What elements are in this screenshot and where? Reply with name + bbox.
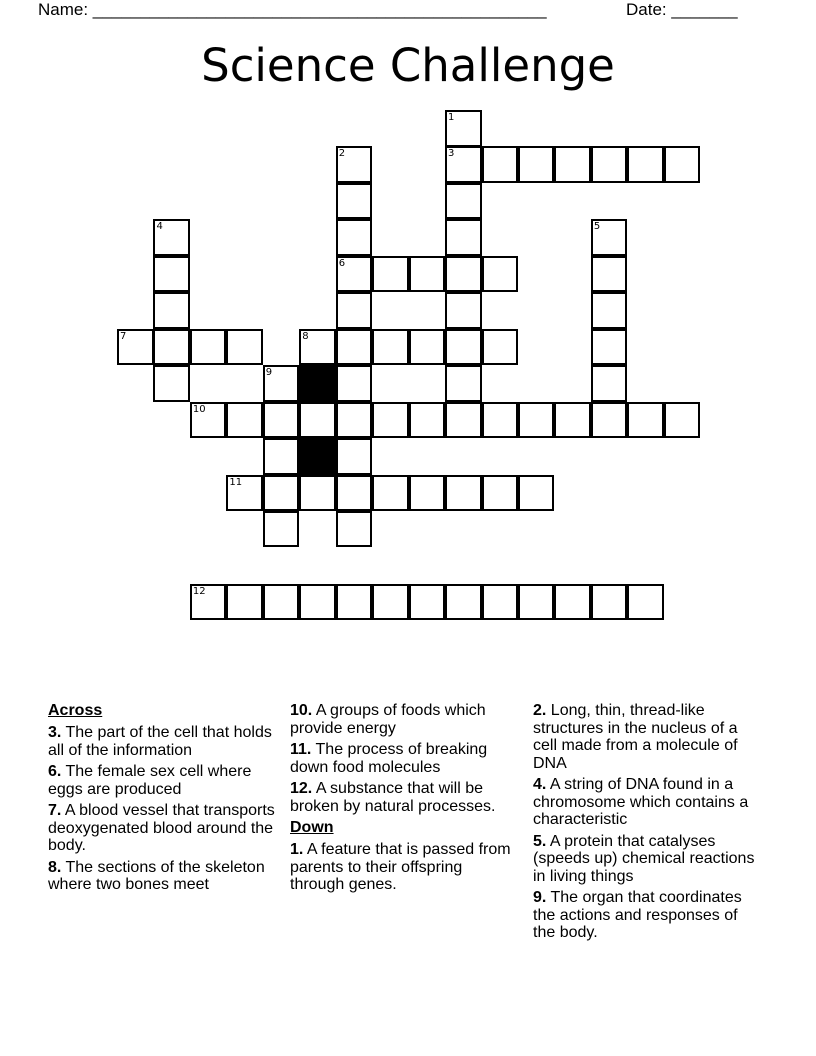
page-title: Science Challenge xyxy=(201,39,615,92)
grid-cell[interactable] xyxy=(117,329,154,366)
clue-number: 1. xyxy=(290,841,304,858)
grid-cell[interactable] xyxy=(372,329,409,366)
clue-text: The process of breaking down food molecules xyxy=(290,741,488,776)
grid-cell[interactable] xyxy=(336,511,373,548)
grid-cell[interactable] xyxy=(263,438,300,475)
grid-cell[interactable] xyxy=(153,256,190,293)
clue-across-3 xyxy=(48,724,278,759)
grid-cell[interactable] xyxy=(627,402,664,439)
grid-cell[interactable] xyxy=(591,584,628,621)
clue-text: Long, thin, thread-like structures in the nucleus of a cell made from a molecule of DNA xyxy=(533,702,738,772)
grid-cell[interactable] xyxy=(263,402,300,439)
cell-number: 9 xyxy=(265,367,273,379)
clue-text: The organ that coordinates the actions and responses of the body. xyxy=(533,889,742,941)
clue-text: A protein that catalyses (speeds up) chemical reactions in living things xyxy=(533,832,755,885)
grid-cell[interactable] xyxy=(336,475,373,512)
grid-cell[interactable] xyxy=(445,183,482,220)
clue-across-8 xyxy=(48,859,278,894)
grid-cell[interactable] xyxy=(409,475,446,512)
cell-number: 8 xyxy=(302,330,309,342)
cell-number: 5 xyxy=(593,221,601,233)
grid-cell[interactable] xyxy=(372,584,409,621)
grid-cell[interactable] xyxy=(336,438,373,475)
grid-cell[interactable] xyxy=(445,584,482,621)
clue-down-5 xyxy=(533,833,763,886)
grid-cell[interactable] xyxy=(664,146,701,183)
grid-cell[interactable] xyxy=(518,584,555,621)
grid-cell[interactable] xyxy=(591,256,628,293)
clue-text: A blood vessel that transports deoxygenated blood around the body. xyxy=(48,802,275,854)
grid-cell[interactable] xyxy=(554,402,591,439)
cell-number: 1 xyxy=(448,112,455,123)
clue-text: The female sex cell where eggs are produced xyxy=(48,763,252,798)
clue-number: 4. xyxy=(533,776,547,793)
grid-cell[interactable] xyxy=(190,329,227,366)
grid-cell[interactable] xyxy=(190,402,227,439)
clue-number: 9. xyxy=(533,889,547,906)
grid-cell[interactable] xyxy=(591,365,628,402)
grid-cell[interactable] xyxy=(445,329,482,366)
clue-number: 2. xyxy=(533,702,547,719)
grid-cell[interactable] xyxy=(445,402,482,439)
clue-number: 3. xyxy=(48,724,62,741)
clue-across-11 xyxy=(290,741,520,776)
grid-cell[interactable] xyxy=(299,584,336,621)
clue-text: A groups of foods which provide energy xyxy=(290,702,486,737)
grid-cell[interactable] xyxy=(554,146,591,183)
grid-cell[interactable] xyxy=(445,475,482,512)
cell-number: 7 xyxy=(120,330,127,342)
clue-text: A substance that will be broken by natural processes. xyxy=(290,780,496,815)
grid-cell[interactable] xyxy=(554,584,591,621)
grid-cell[interactable] xyxy=(591,402,628,439)
grid-cell[interactable] xyxy=(445,219,482,256)
grid-cell[interactable] xyxy=(336,219,373,256)
date-field[interactable]: Date: _______ xyxy=(626,0,738,19)
clue-number: 7. xyxy=(48,802,62,819)
grid-cell[interactable] xyxy=(445,292,482,329)
grid-cell[interactable] xyxy=(263,365,300,402)
cell-number: 11 xyxy=(229,476,243,488)
grid-cell[interactable] xyxy=(299,329,336,366)
clue-down-2 xyxy=(533,702,763,772)
grid-cell[interactable] xyxy=(153,329,190,366)
clue-number: 10. xyxy=(290,702,313,719)
grid-cell[interactable] xyxy=(190,584,227,621)
grid-cell[interactable] xyxy=(263,584,300,621)
clue-number: 11. xyxy=(290,741,312,758)
clue-across-7 xyxy=(48,802,278,855)
clue-text: The sections of the skeleton where two bones meet xyxy=(48,858,265,893)
grid-cell[interactable] xyxy=(153,219,190,256)
grid-cell[interactable] xyxy=(336,183,373,220)
clue-number: 8. xyxy=(48,858,62,876)
grid-cell[interactable] xyxy=(336,146,373,183)
clue-down-9 xyxy=(533,889,763,942)
grid-cell[interactable] xyxy=(372,402,409,439)
grid-cell[interactable] xyxy=(482,146,519,183)
grid-cell[interactable] xyxy=(518,475,555,512)
clue-text: A string of DNA found in a chromosome which contains a characteristic xyxy=(533,776,749,828)
clue-text: A feature that is passed from parents to their offspring through genes. xyxy=(290,841,511,893)
name-field[interactable]: Name: ________________________________________________ xyxy=(38,0,547,19)
clues-column-3 xyxy=(533,702,763,946)
cell-number: 3 xyxy=(448,148,455,160)
across-heading: Across xyxy=(48,702,103,719)
grid-cell[interactable] xyxy=(299,402,336,439)
cell-number: 12 xyxy=(192,585,206,597)
grid-cell[interactable] xyxy=(482,402,519,439)
clue-text: The part of the cell that holds all of the information xyxy=(48,724,272,759)
grid-cell[interactable] xyxy=(153,365,190,402)
grid-cell[interactable] xyxy=(591,219,628,256)
grid-cell[interactable] xyxy=(627,146,664,183)
clues-column-2 xyxy=(290,702,520,898)
grid-cell[interactable] xyxy=(591,146,628,183)
grid-cell[interactable] xyxy=(445,110,482,147)
grid-cell[interactable] xyxy=(409,584,446,621)
clues-column-1 xyxy=(48,702,278,898)
grid-cell[interactable] xyxy=(153,292,190,329)
grid-cell[interactable] xyxy=(409,329,446,366)
grid-cell[interactable] xyxy=(226,475,263,512)
grid-cell[interactable] xyxy=(591,292,628,329)
black-cell xyxy=(299,365,336,402)
cell-number: 4 xyxy=(156,221,163,233)
grid-cell[interactable] xyxy=(336,292,373,329)
grid-cell[interactable] xyxy=(518,146,555,183)
clue-number: 6. xyxy=(48,763,62,780)
grid-cell[interactable] xyxy=(336,256,373,293)
grid-cell[interactable] xyxy=(336,402,373,439)
grid-cell[interactable] xyxy=(336,329,373,366)
cell-number: 10 xyxy=(192,403,206,415)
grid-cell[interactable] xyxy=(591,329,628,366)
grid-cell[interactable] xyxy=(482,475,519,512)
grid-cell[interactable] xyxy=(627,584,664,621)
clue-down-4 xyxy=(533,776,763,829)
clue-down-1 xyxy=(290,841,520,894)
grid-cell[interactable] xyxy=(409,256,446,293)
grid-cell[interactable] xyxy=(226,584,263,621)
grid-cell[interactable] xyxy=(518,402,555,439)
clue-across-10 xyxy=(290,702,520,737)
grid-cell[interactable] xyxy=(372,256,409,293)
grid-cell[interactable] xyxy=(299,475,336,512)
clue-across-6 xyxy=(48,763,278,798)
clue-number: 5. xyxy=(533,832,547,850)
grid-cell[interactable] xyxy=(336,365,373,402)
grid-cell[interactable] xyxy=(409,402,446,439)
grid-cell[interactable] xyxy=(226,329,263,366)
grid-cell[interactable] xyxy=(664,402,701,439)
grid-cell[interactable] xyxy=(263,511,300,548)
grid-cell[interactable] xyxy=(372,475,409,512)
grid-cell[interactable] xyxy=(263,475,300,512)
cell-number: 2 xyxy=(338,148,346,160)
grid-cell[interactable] xyxy=(482,329,519,366)
clue-across-12 xyxy=(290,780,520,815)
grid-cell[interactable] xyxy=(336,584,373,621)
cell-number: 6 xyxy=(338,257,346,269)
grid-cell[interactable] xyxy=(226,402,263,439)
grid-cell[interactable] xyxy=(482,256,519,293)
down-heading: Down xyxy=(290,819,334,836)
black-cell xyxy=(299,438,336,475)
grid-cell[interactable] xyxy=(445,256,482,293)
grid-cell[interactable] xyxy=(445,365,482,402)
grid-cell[interactable] xyxy=(482,584,519,621)
grid-cell[interactable] xyxy=(445,146,482,183)
clue-number: 12. xyxy=(290,780,313,797)
